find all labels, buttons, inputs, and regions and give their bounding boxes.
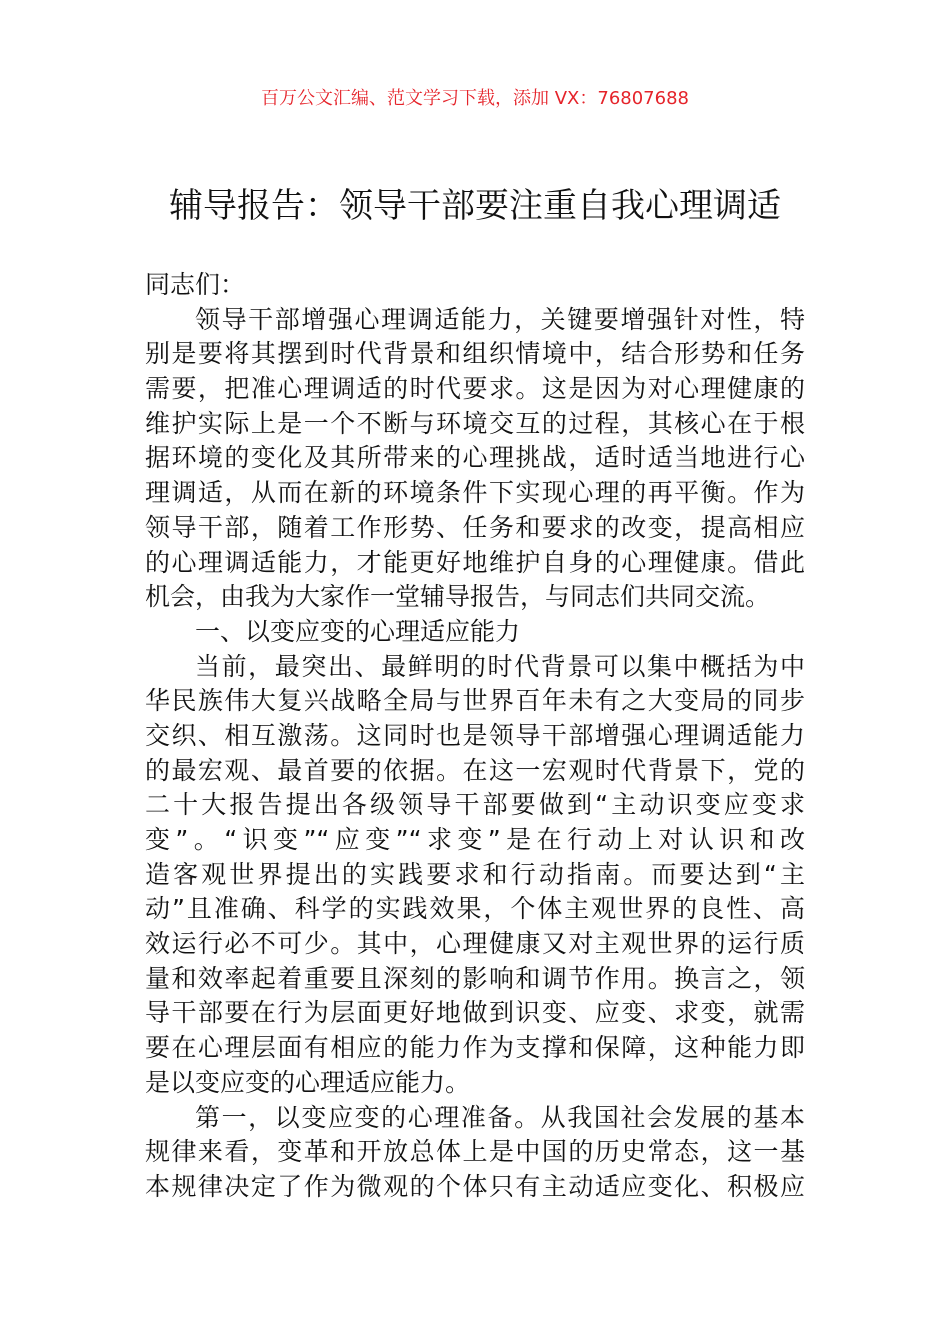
text-line: 导干部要在行为层面更好地做到识变、应变、求变，就需	[145, 998, 805, 1028]
paragraph	[145, 650, 805, 1101]
text-line: 动”且准确、科学的实践效果，个体主观世界的良性、高	[145, 894, 805, 924]
text-line: 同志们：	[145, 270, 246, 299]
text-line: 要在心理层面有相应的能力作为支撑和保障，这种能力即	[145, 1033, 805, 1063]
text-line: 需要，把准心理调适的时代要求。这是因为对心理健康的	[145, 374, 805, 404]
text-line: 本规律决定了作为微观的个体只有主动适应变化、积极应	[145, 1171, 805, 1201]
text-line: 效运行必不可少。其中，心理健康又对主观世界的运行质	[145, 929, 805, 959]
watermark-banner: 百万公文汇编、范文学习下载，添加 VX：76807688	[261, 88, 689, 109]
text-line: 据环境的变化及其所带来的心理挑战，适时适当地进行心	[145, 443, 805, 473]
text-line: 第一，以变应变的心理准备。从我国社会发展的基本	[195, 1102, 805, 1132]
text-line: 维护实际上是一个不断与环境交互的过程，其核心在于根	[145, 408, 805, 438]
salutation	[145, 268, 805, 303]
text-line: 机会，由我为大家作一堂辅导报告，与同志们共同交流。	[145, 582, 771, 612]
text-line: 规律来看，变革和开放总体上是中国的历史常态，这一基	[145, 1137, 805, 1167]
document-body	[145, 268, 805, 1205]
text-line: 量和效率起着重要且深刻的影响和调节作用。换言之，领	[145, 963, 805, 993]
text-line: 二十大报告提出各级领导干部要做到“主动识变应变求	[145, 790, 805, 820]
document-title: 辅导报告：领导干部要注重自我心理调适	[169, 186, 781, 226]
text-line: 交织、相互激荡。这同时也是领导干部增强心理调适能力	[145, 720, 805, 750]
text-line: 变”。“识变”“应变”“求变”是在行动上对认识和改	[145, 825, 805, 854]
text-line: 的最宏观、最首要的依据。在这一宏观时代背景下，党的	[145, 755, 805, 785]
text-line: 的心理调适能力，才能更好地维护自身的心理健康。借此	[145, 547, 805, 577]
text-line: 造客观世界提出的实践要求和行动指南。而要达到“主	[145, 859, 805, 889]
section-heading	[145, 615, 805, 650]
text-line: 是以变应变的心理适应能力。	[145, 1067, 471, 1097]
text-line: 别是要将其摆到时代背景和组织情境中，结合形势和任务	[145, 339, 805, 369]
paragraph	[145, 1101, 805, 1205]
text-line: 领导干部，随着工作形势、任务和要求的改变，提高相应	[145, 512, 805, 542]
paragraph	[145, 303, 805, 615]
text-line: 理调适，从而在新的环境条件下实现心理的再平衡。作为	[145, 478, 805, 508]
text-line: 一、以变应变的心理适应能力	[195, 616, 521, 646]
text-line: 华民族伟大复兴战略全局与世界百年未有之大变局的同步	[145, 686, 805, 716]
text-line: 领导干部增强心理调适能力，关键要增强针对性，特	[195, 304, 805, 334]
text-line: 当前，最突出、最鲜明的时代背景可以集中概括为中	[195, 651, 805, 681]
